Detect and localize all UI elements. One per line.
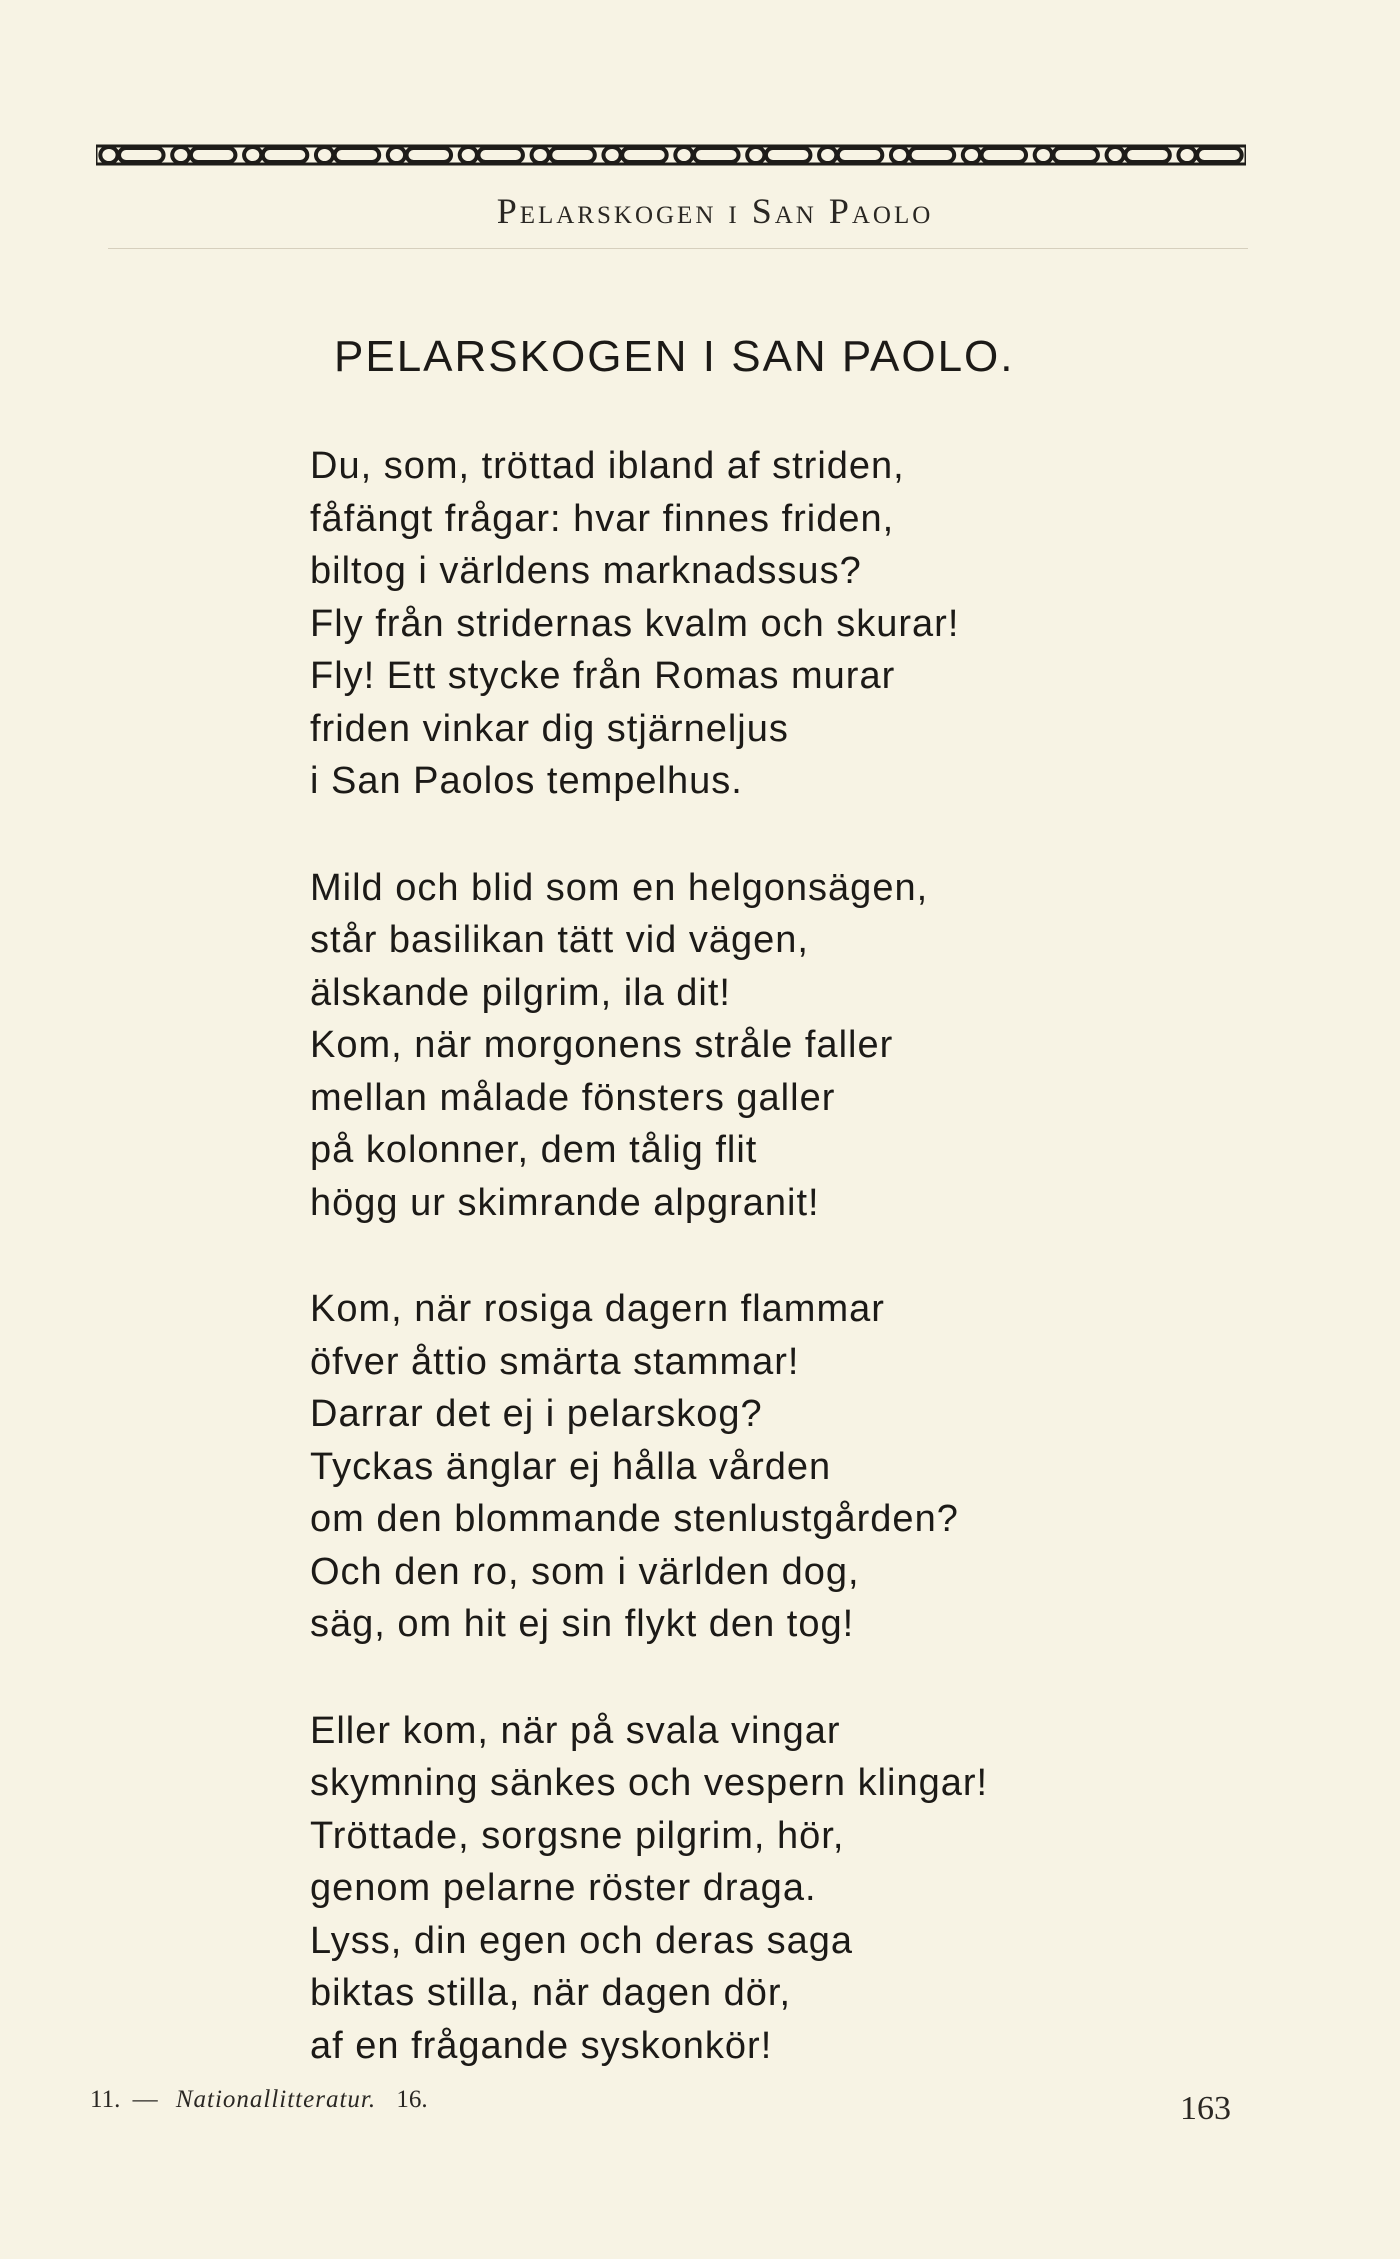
verse-line: Tyckas änglar ej hålla vården — [310, 1445, 832, 1488]
verse-line: Fly från stridernas kvalm och skurar! — [310, 602, 960, 645]
series-title: Nationallitteratur. — [175, 2086, 377, 2113]
stanza — [310, 440, 1110, 808]
verse-line: Darrar det ej i pelarskog? — [310, 1393, 763, 1435]
verse-line: skymning sänkes och vespern klingar! — [310, 1762, 989, 1804]
poem-body — [310, 440, 1110, 2126]
verse-line: Eller kom, när på svala vingar — [310, 1709, 841, 1752]
poem-title: PELARSKOGEN I SAN PAOLO. — [334, 332, 1015, 381]
verse-line: Lyss, din egen och deras saga — [310, 1919, 854, 1962]
stanza — [310, 1705, 1110, 2073]
verse-line: mellan målade fönsters galler — [310, 1076, 836, 1119]
verse-line: biltog i världens marknadssus? — [310, 550, 862, 592]
header-rule — [108, 248, 1248, 249]
footer-dash: — — [132, 2086, 158, 2113]
footer-signature — [90, 2086, 428, 2114]
verse-line: Tröttade, sorgsne pilgrim, hör, — [310, 1814, 845, 1857]
ornamental-header-border — [96, 140, 1246, 170]
verse-line: öfver åttio smärta stammar! — [310, 1340, 800, 1383]
verse-line: står basilikan tätt vid vägen, — [310, 919, 809, 961]
stanza — [310, 862, 1110, 1230]
verse-line: Du, som, tröttad ibland af striden, — [310, 445, 905, 487]
volume-number: 11. — [90, 2086, 121, 2113]
verse-line: Fly! Ett stycke från Romas murar — [310, 655, 896, 697]
verse-line: Mild och blid som en helgonsägen, — [310, 866, 929, 909]
verse-line: i San Paolos tempelhus. — [310, 760, 743, 802]
verse-line: älskande pilgrim, ila dit! — [310, 971, 731, 1014]
running-head: Pelarskogen i San Paolo — [496, 191, 934, 231]
stanza — [310, 1283, 1110, 1651]
verse-line: på kolonner, dem tålig flit — [310, 1129, 758, 1171]
verse-line: genom pelarne röster draga. — [310, 1867, 817, 1909]
verse-line: Kom, när rosiga dagern flammar — [310, 1288, 885, 1330]
page-number: 163 — [1180, 2090, 1231, 2127]
verse-line: Kom, när morgonens stråle faller — [310, 1024, 894, 1066]
verse-line: af en frågande syskonkör! — [310, 2024, 773, 2067]
verse-line: säg, om hit ej sin flykt den tog! — [310, 1603, 855, 1645]
verse-line: biktas stilla, när dagen dör, — [310, 1972, 792, 2014]
verse-line: högg ur skimrande alpgranit! — [310, 1181, 820, 1224]
sheet-number: 16. — [396, 2086, 428, 2113]
verse-line: friden vinkar dig stjärneljus — [310, 707, 789, 750]
verse-line: fåfängt frågar: hvar finnes friden, — [310, 497, 895, 540]
verse-line: om den blommande stenlustgården? — [310, 1498, 959, 1540]
verse-line: Och den ro, som i världen dog, — [310, 1550, 860, 1593]
